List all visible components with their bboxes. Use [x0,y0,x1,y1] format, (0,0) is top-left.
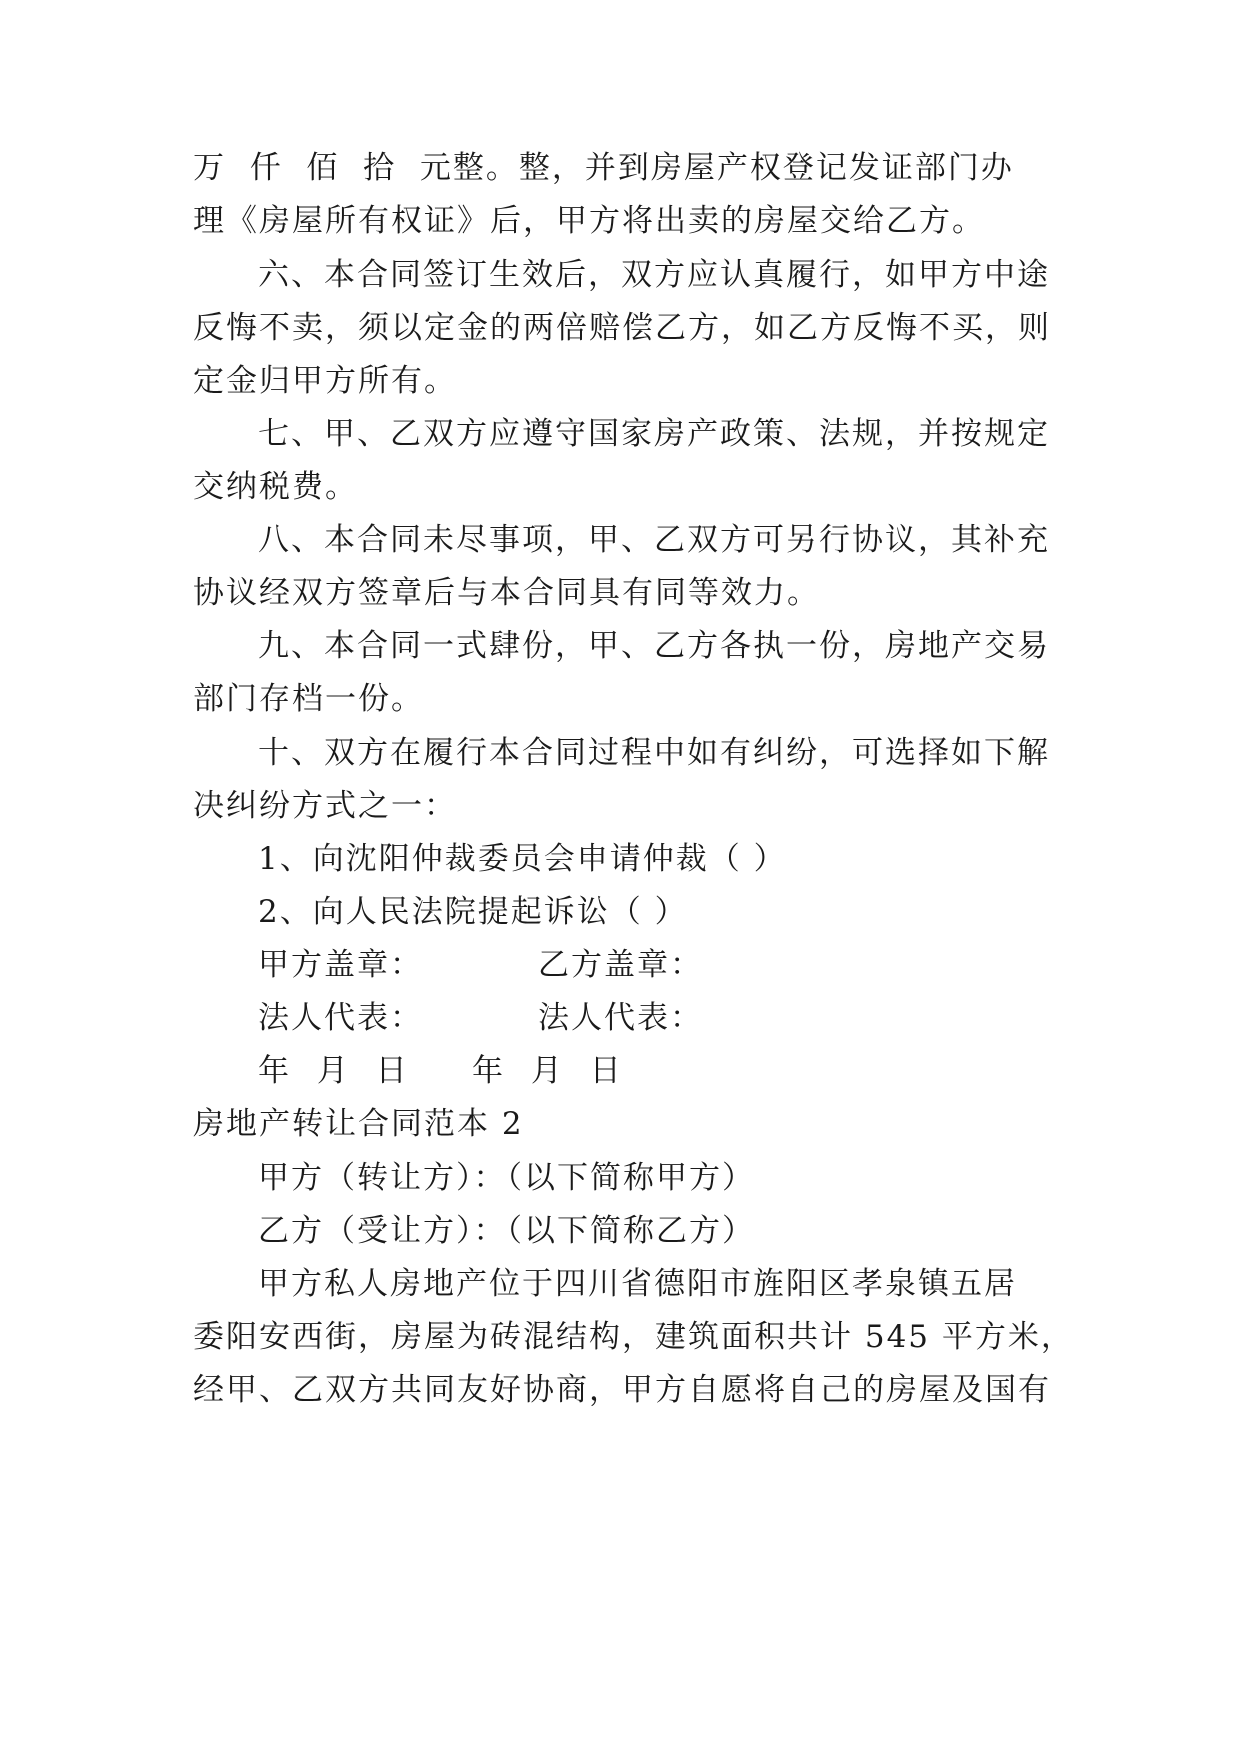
clause-seven-line: 七、甲、乙双方应遵守国家房产政策、法规，并按规定 [258,416,1050,452]
party-a-seal-label: 甲方盖章： [258,947,423,983]
paragraph-line: 协议经双方签章后与本合同具有同等效力。 [193,575,820,611]
transferor-line: 甲方（转让方）：（以下简称甲方） [258,1160,755,1196]
property-paragraph-line: 委阳安西街，房屋为砖混结构，建筑面积共计 545 平方米， [193,1319,1074,1355]
paragraph-line: 理《房屋所有权证》后，甲方将出卖的房屋交给乙方。 [193,203,985,239]
transferee-line: 乙方（受让方）：（以下简称乙方） [258,1213,755,1249]
party-b-rep-label: 法人代表： [538,1000,703,1036]
party-b-seal-label: 乙方盖章： [538,947,703,983]
clause-six-line: 六、本合同签订生效后，双方应认真履行，如甲方中途 [258,257,1050,293]
party-b-date-label: 年 月 日 [472,1053,623,1089]
party-a-rep-label: 法人代表： [258,1000,423,1036]
option-arbitration: 1、向沈阳仲裁委员会申请仲裁（ ） [258,841,787,877]
property-paragraph-line: 经甲、乙双方共同友好协商，甲方自愿将自己的房屋及国有 [193,1372,1051,1408]
paragraph-line: 反悔不卖，须以定金的两倍赔偿乙方，如乙方反悔不买，则 [193,310,1051,346]
paragraph-line: 万 仟 佰 拾 元整。整，并到房屋产权登记发证部门办 [193,150,1014,186]
clause-nine-line: 九、本合同一式肆份，甲、乙方各执一份，房地产交易 [258,628,1050,664]
option-lawsuit: 2、向人民法院提起诉讼（ ） [258,894,688,930]
party-a-date-label: 年 月 日 [258,1053,409,1089]
paragraph-line: 定金归甲方所有。 [193,363,457,399]
clause-ten-line: 十、双方在履行本合同过程中如有纠纷，可选择如下解 [258,735,1050,771]
paragraph-line: 部门存档一份。 [193,681,424,717]
clause-eight-line: 八、本合同未尽事项，甲、乙双方可另行协议，其补充 [258,522,1050,558]
paragraph-line: 决纠纷方式之一： [193,788,457,824]
paragraph-line: 交纳税费。 [193,469,358,505]
section-title: 房地产转让合同范本 2 [193,1106,524,1142]
property-paragraph-line: 甲方私人房地产位于四川省德阳市旌阳区孝泉镇五居 [258,1266,1017,1302]
